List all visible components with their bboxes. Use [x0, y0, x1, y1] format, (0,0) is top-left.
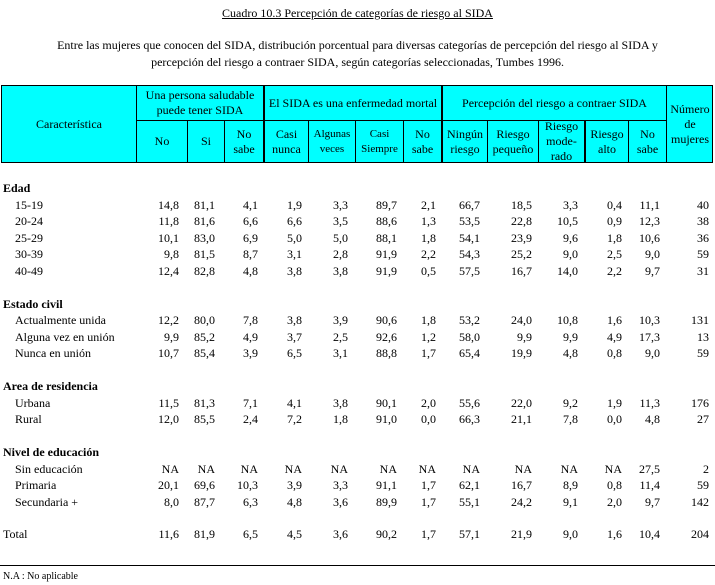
cell-numero-mujeres: 204 — [691, 526, 709, 541]
cell-no-sabe-1: 4,1 — [243, 197, 258, 212]
cell-casi-nunca: 4,1 — [287, 395, 302, 410]
cell-casi-nunca: 1,9 — [287, 197, 302, 212]
cell-si: 83,0 — [194, 230, 215, 245]
cell-no: 10,1 — [158, 230, 179, 245]
cell-no-sabe-2: 0,0 — [421, 412, 436, 426]
table-row — [0, 264, 715, 281]
cell-riesgo-alto: 1,8 — [607, 230, 622, 245]
cell-no-sabe-1: 4,8 — [243, 263, 258, 278]
cell-no-sabe-2: 2,2 — [421, 247, 436, 261]
cell-si: 81,5 — [194, 247, 215, 261]
cell-riesgo-alto: NA — [604, 461, 622, 476]
cell-no: 14,8 — [158, 197, 179, 212]
header-col-casi-nunca: Casi nunca — [272, 126, 301, 156]
header-col-riesgo-moderado: Riesgo mode-rado — [544, 119, 579, 163]
cell-casi-siempre: 91,0 — [376, 412, 397, 426]
cell-ningun-riesgo: 62,1 — [459, 478, 480, 492]
cell-numero-mujeres: 2 — [703, 461, 709, 476]
cell-ningun-riesgo: 57,1 — [459, 526, 480, 541]
cell-riesgo-moderado: 9,6 — [563, 230, 578, 245]
table-row — [0, 247, 715, 264]
cell-numero-mujeres: 176 — [691, 395, 709, 410]
cell-no-sabe-3: 9,0 — [645, 247, 660, 261]
cell-si: 81,9 — [194, 526, 215, 541]
cell-riesgo-alto: 2,5 — [607, 247, 622, 261]
cell-si: 85,4 — [194, 346, 215, 360]
cell-no: 11,5 — [158, 395, 179, 410]
cell-no-sabe-1: NA — [240, 461, 258, 476]
cell-casi-siempre: 89,9 — [376, 494, 397, 509]
table-row — [0, 313, 715, 330]
cell-riesgo-pequeno: 19,9 — [511, 346, 532, 360]
cell-no-sabe-1: 7,1 — [243, 395, 258, 410]
header-group-risk-perception: Percepción del riesgo a contraer SIDA — [462, 95, 647, 110]
cell-casi-siempre: 90,6 — [376, 313, 397, 327]
cell-no-sabe-1: 2,4 — [243, 412, 258, 426]
cell-no-sabe-3: 17,3 — [639, 329, 660, 344]
cell-riesgo-moderado: 8,9 — [563, 478, 578, 492]
cell-riesgo-pequeno: 21,9 — [511, 526, 532, 541]
cell-casi-siempre: 92,6 — [376, 329, 397, 344]
cell-riesgo-alto: 1,9 — [607, 395, 622, 410]
cell-no: 8,0 — [164, 494, 179, 509]
cell-casi-nunca: 3,8 — [287, 313, 302, 327]
cell-si: 85,5 — [194, 412, 215, 426]
cell-riesgo-alto: 0,8 — [607, 346, 622, 360]
cell-ningun-riesgo: NA — [462, 461, 480, 476]
cell-riesgo-moderado: 3,3 — [563, 197, 578, 212]
section-heading: Edad — [3, 181, 31, 195]
cell-casi-siempre: 88,6 — [376, 214, 397, 228]
cell-no-sabe-2: 1,2 — [421, 329, 436, 344]
header-col-no-sabe-1: No sabe — [233, 126, 255, 156]
table-title-text: Cuadro 10.3 Percepción de categorías de riesgo al SIDA — [222, 6, 493, 20]
cell-algunas-veces: 3,8 — [333, 395, 348, 410]
row-label: 30-39 — [15, 247, 43, 261]
cell-no-sabe-1: 6,9 — [243, 230, 258, 245]
cell-no-sabe-1: 7,8 — [243, 313, 258, 327]
table-subtitle — [20, 37, 695, 71]
cell-riesgo-moderado: 10,5 — [557, 214, 578, 228]
cell-algunas-veces: 3,8 — [333, 263, 348, 278]
cell-numero-mujeres: 142 — [691, 494, 709, 509]
cell-no-sabe-3: 12,3 — [639, 214, 660, 228]
header-characteristic: Característica — [36, 116, 102, 131]
cell-si: 87,7 — [194, 494, 215, 509]
cell-no-sabe-3: 10,6 — [639, 230, 660, 245]
cell-no-sabe-2: 2,1 — [421, 197, 436, 212]
cell-numero-mujeres: 27 — [697, 412, 709, 426]
cell-riesgo-alto: 2,0 — [607, 494, 622, 509]
cell-riesgo-pequeno: 24,2 — [511, 494, 532, 509]
cell-no-sabe-1: 6,3 — [243, 494, 258, 509]
row-label: Alguna vez en unión — [15, 329, 115, 344]
table-row — [0, 412, 715, 429]
cell-si: 69,6 — [194, 478, 215, 492]
cell-no-sabe-2: 1,8 — [421, 230, 436, 245]
table-row — [0, 346, 715, 363]
cell-no: 11,8 — [158, 214, 179, 228]
cell-si: 85,2 — [194, 329, 215, 344]
row-label: 20-24 — [15, 214, 43, 228]
cell-riesgo-moderado: 9,0 — [563, 247, 578, 261]
cell-numero-mujeres: 31 — [697, 263, 709, 278]
cell-algunas-veces: NA — [330, 461, 348, 476]
cell-no-sabe-2: 1,7 — [421, 494, 436, 509]
cell-numero-mujeres: 131 — [691, 313, 709, 327]
cell-no-sabe-3: 10,3 — [639, 313, 660, 327]
section-heading-row — [0, 445, 715, 462]
cell-casi-nunca: 3,1 — [287, 247, 302, 261]
cell-numero-mujeres: 13 — [697, 329, 709, 344]
cell-riesgo-moderado: 9,2 — [563, 395, 578, 410]
cell-no-sabe-2: NA — [418, 461, 436, 476]
cell-ningun-riesgo: 54,1 — [459, 230, 480, 245]
cell-no-sabe-3: 27,5 — [639, 461, 660, 476]
cell-riesgo-alto: 1,6 — [607, 526, 622, 541]
cell-riesgo-alto: 2,2 — [607, 263, 622, 278]
cell-riesgo-moderado: 9,0 — [563, 526, 578, 541]
table-row — [0, 330, 715, 347]
table-row — [0, 396, 715, 413]
cell-casi-nunca: 3,7 — [287, 329, 302, 344]
cell-no: 12,4 — [158, 263, 179, 278]
cell-casi-siempre: NA — [379, 461, 397, 476]
section-heading-row — [0, 297, 715, 314]
section-heading-row — [0, 379, 715, 396]
cell-riesgo-alto: 0,4 — [607, 197, 622, 212]
cell-ningun-riesgo: 53,2 — [459, 313, 480, 327]
cell-riesgo-pequeno: 23,9 — [511, 230, 532, 245]
cell-no: 20,1 — [158, 478, 179, 492]
cell-no-sabe-1: 6,6 — [243, 214, 258, 228]
table-row — [0, 478, 715, 495]
table-row — [0, 495, 715, 512]
cell-no: 11,6 — [158, 526, 179, 541]
header-col-casi-siempre: Casi Siempre — [361, 127, 398, 155]
total-row — [0, 527, 715, 544]
cell-algunas-veces: 3,9 — [333, 313, 348, 327]
cell-no: 9,9 — [164, 329, 179, 344]
cell-casi-nunca: NA — [284, 461, 302, 476]
table-row — [0, 198, 715, 215]
cell-numero-mujeres: 59 — [697, 346, 709, 360]
cell-no-sabe-3: 4,8 — [645, 412, 660, 426]
cell-no-sabe-2: 2,0 — [421, 395, 436, 410]
cell-no: NA — [161, 461, 179, 476]
cell-casi-siempre: 91,9 — [376, 247, 397, 261]
cell-si: 81,1 — [194, 197, 215, 212]
cell-no-sabe-3: 11,4 — [639, 478, 660, 492]
header-col-riesgo-pequeno: Riesgo pequeño — [492, 126, 534, 156]
cell-ningun-riesgo: 55,1 — [459, 494, 480, 509]
cell-no-sabe-3: 9,7 — [645, 263, 660, 278]
cell-casi-nunca: 3,9 — [287, 478, 302, 492]
cell-numero-mujeres: 36 — [697, 230, 709, 245]
cell-no-sabe-2: 1,7 — [421, 526, 436, 541]
cell-numero-mujeres: 38 — [697, 214, 709, 228]
cell-riesgo-pequeno: 16,7 — [511, 478, 532, 492]
cell-riesgo-pequeno: 24,0 — [511, 313, 532, 327]
table-row — [0, 462, 715, 479]
section-heading: Nivel de educación — [3, 445, 99, 459]
row-label: 40-49 — [15, 263, 43, 278]
cell-numero-mujeres: 59 — [697, 478, 709, 492]
cell-casi-nunca: 6,5 — [287, 346, 302, 360]
row-label: Nunca en unión — [15, 346, 91, 360]
cell-casi-nunca: 4,5 — [287, 526, 302, 541]
cell-no-sabe-3: 9,0 — [645, 346, 660, 360]
cell-casi-siempre: 88,8 — [376, 346, 397, 360]
cell-algunas-veces: 1,8 — [333, 412, 348, 426]
cell-algunas-veces: 3,6 — [333, 494, 348, 509]
cell-riesgo-pequeno: 22,0 — [511, 395, 532, 410]
footnote: N.A : No aplicable — [3, 571, 78, 582]
cell-no-sabe-2: 1,7 — [421, 346, 436, 360]
cell-riesgo-moderado: NA — [560, 461, 578, 476]
cell-casi-siempre: 91,9 — [376, 263, 397, 278]
cell-casi-nunca: 4,8 — [287, 494, 302, 509]
cell-si: 82,8 — [194, 263, 215, 278]
row-label: Urbana — [15, 395, 51, 410]
cell-casi-nunca: 3,8 — [287, 263, 302, 278]
cell-ningun-riesgo: 65,4 — [459, 346, 480, 360]
section-heading: Area de residencia — [3, 379, 98, 393]
table-header — [1, 85, 713, 163]
cell-riesgo-alto: 0,9 — [607, 214, 622, 228]
cell-no-sabe-3: 11,3 — [639, 395, 660, 410]
cell-si: NA — [197, 461, 215, 476]
cell-casi-siempre: 89,7 — [376, 197, 397, 212]
cell-no: 9,8 — [164, 247, 179, 261]
header-col-si: Si — [200, 134, 211, 148]
cell-si: 81,6 — [194, 214, 215, 228]
cell-no: 12,2 — [158, 313, 179, 327]
cell-casi-nunca: 7,2 — [287, 412, 302, 426]
cell-algunas-veces: 3,5 — [333, 214, 348, 228]
cell-casi-siempre: 90,2 — [376, 526, 397, 541]
cell-numero-mujeres: 40 — [697, 197, 709, 212]
cell-riesgo-moderado: 4,8 — [563, 346, 578, 360]
table-row — [0, 214, 715, 231]
cell-algunas-veces: 3,6 — [333, 526, 348, 541]
cell-algunas-veces: 2,5 — [333, 329, 348, 344]
row-label: Secundaria + — [15, 494, 79, 509]
cell-riesgo-pequeno: 25,2 — [511, 247, 532, 261]
cell-algunas-veces: 3,3 — [333, 197, 348, 212]
cell-ningun-riesgo: 58,0 — [459, 329, 480, 344]
cell-no-sabe-3: 10,4 — [639, 526, 660, 541]
cell-no-sabe-1: 4,9 — [243, 329, 258, 344]
cell-riesgo-alto: 4,9 — [607, 329, 622, 344]
cell-ningun-riesgo: 66,7 — [459, 197, 480, 212]
cell-algunas-veces: 5,0 — [333, 230, 348, 245]
cell-no-sabe-1: 10,3 — [237, 478, 258, 492]
cell-riesgo-pequeno: 9,9 — [517, 329, 532, 344]
cell-no-sabe-3: 9,7 — [645, 494, 660, 509]
table-title — [0, 6, 715, 21]
cell-casi-nunca: 6,6 — [287, 214, 302, 228]
cell-no: 10,7 — [158, 346, 179, 360]
row-label: 25-29 — [15, 230, 43, 245]
cell-no-sabe-1: 6,5 — [243, 526, 258, 541]
cell-riesgo-pequeno: 18,5 — [511, 197, 532, 212]
bottom-rule — [0, 565, 715, 566]
cell-casi-nunca: 5,0 — [287, 230, 302, 245]
cell-riesgo-pequeno: 16,7 — [511, 263, 532, 278]
header-number-of-women: Número de mujeres — [670, 101, 710, 146]
cell-no-sabe-3: 11,1 — [639, 197, 660, 212]
row-label: Sin educación — [15, 461, 83, 476]
header-col-ningun-riesgo: Ningún riesgo — [447, 126, 483, 156]
header-col-no-sabe-3: No sabe — [636, 126, 659, 156]
header-col-no: No — [154, 134, 170, 148]
header-col-algunas-veces: Algunas veces — [313, 127, 351, 155]
subtitle-line-2: percepción del riesgo a contraer SIDA, según categorías seleccionadas, Tumbes 1996. — [151, 55, 564, 69]
cell-riesgo-moderado: 14,0 — [557, 263, 578, 278]
cell-riesgo-alto: 1,6 — [607, 313, 622, 327]
cell-casi-siempre: 90,1 — [376, 395, 397, 410]
cell-no-sabe-2: 1,7 — [421, 478, 436, 492]
cell-no-sabe-2: 1,8 — [421, 313, 436, 327]
row-label: Total — [3, 526, 28, 541]
cell-no-sabe-2: 0,5 — [421, 263, 436, 278]
cell-casi-siempre: 91,1 — [376, 478, 397, 492]
section-heading: Estado civil — [3, 296, 63, 311]
header-col-no-sabe-2: No sabe — [411, 126, 434, 156]
row-label: Actualmente unida — [15, 313, 106, 327]
header-group-mortal-disease: El SIDA es una enfermedad mortal — [268, 95, 438, 110]
cell-riesgo-moderado: 9,1 — [563, 494, 578, 509]
cell-riesgo-alto: 0,8 — [607, 478, 622, 492]
row-label: Primaria — [15, 478, 57, 492]
cell-si: 80,0 — [194, 313, 215, 327]
cell-algunas-veces: 2,8 — [333, 247, 348, 261]
header-col-riesgo-alto: Riesgo alto — [590, 126, 624, 156]
cell-riesgo-pequeno: 21,1 — [511, 412, 532, 426]
cell-no-sabe-1: 3,9 — [243, 346, 258, 360]
row-label: Rural — [15, 412, 42, 426]
cell-riesgo-moderado: 7,8 — [563, 412, 578, 426]
cell-riesgo-moderado: 10,8 — [557, 313, 578, 327]
cell-no-sabe-2: 1,3 — [421, 214, 436, 228]
cell-ningun-riesgo: 55,6 — [459, 395, 480, 410]
row-label: 15-19 — [15, 197, 43, 212]
cell-riesgo-pequeno: 22,8 — [511, 214, 532, 228]
cell-ningun-riesgo: 53,5 — [459, 214, 480, 228]
subtitle-line-1: Entre las mujeres que conocen del SIDA, distribución porcentual para diversas categorías de percepción del riesgo al SIDA y — [57, 38, 658, 52]
cell-ningun-riesgo: 57,5 — [459, 263, 480, 278]
cell-algunas-veces: 3,3 — [333, 478, 348, 492]
cell-ningun-riesgo: 54,3 — [459, 247, 480, 261]
cell-casi-siempre: 88,1 — [376, 230, 397, 245]
cell-numero-mujeres: 59 — [697, 247, 709, 261]
table-row — [0, 231, 715, 248]
cell-riesgo-moderado: 9,9 — [563, 329, 578, 344]
cell-riesgo-pequeno: NA — [514, 461, 532, 476]
section-heading-row — [0, 181, 715, 198]
header-group-healthy-person: Una persona saludable puede tener SIDA — [145, 88, 255, 117]
cell-no-sabe-1: 8,7 — [243, 247, 258, 261]
cell-riesgo-alto: 0,0 — [607, 412, 622, 426]
cell-si: 81,3 — [194, 395, 215, 410]
cell-ningun-riesgo: 66,3 — [459, 412, 480, 426]
cell-no: 12,0 — [158, 412, 179, 426]
cell-algunas-veces: 3,1 — [333, 346, 348, 360]
